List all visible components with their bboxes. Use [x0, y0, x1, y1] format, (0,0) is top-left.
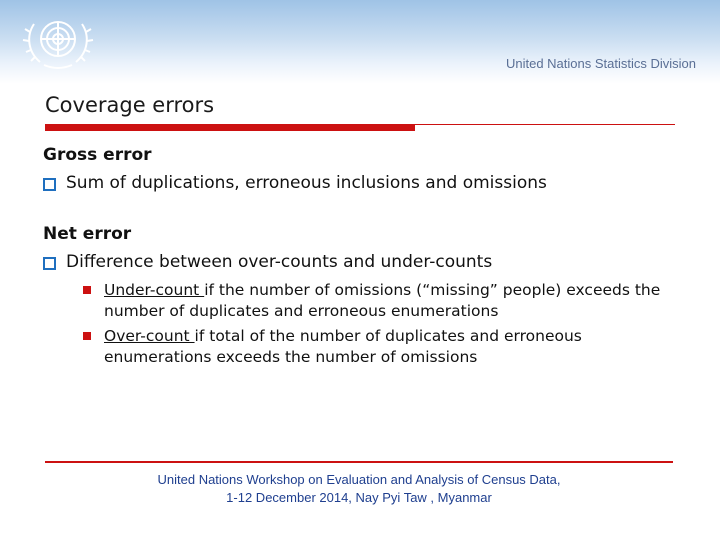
gross-error-text: Sum of duplications, erroneous inclusions and omissions: [66, 173, 547, 193]
gross-error-bullet: [43, 171, 683, 195]
header-band: [0, 0, 720, 84]
sub-item-text: [104, 326, 683, 368]
list-item: [83, 326, 683, 368]
net-error-text: Difference between over-counts and under-counts: [66, 252, 493, 272]
net-error-heading: Net error: [43, 224, 132, 244]
sub-item-text: [104, 280, 683, 322]
footer-line-1: United Nations Workshop on Evaluation and Analysis of Census Data,: [157, 472, 561, 487]
title-underline-bar: [45, 124, 415, 131]
slide-content: [43, 143, 683, 372]
slide-title: Coverage errors: [45, 93, 215, 117]
division-name: United Nations Statistics Division: [505, 56, 696, 71]
gross-error-heading: Gross error: [43, 145, 152, 165]
over-count-term: Over-count: [104, 327, 195, 345]
square-bullet-icon: [83, 332, 91, 340]
footer: [45, 471, 673, 507]
checkbox-bullet-icon: [43, 178, 56, 191]
net-error-bullet: [43, 250, 683, 274]
over-count-text: if total of the number of duplicates and erroneous enumerations exceeds the number of omissions: [104, 327, 582, 366]
under-count-term: Under-count: [104, 281, 205, 299]
net-error-sublist: [83, 280, 683, 368]
square-bullet-icon: [83, 286, 91, 294]
list-item: [83, 280, 683, 322]
checkbox-bullet-icon: [43, 257, 56, 270]
un-emblem-icon: [18, 8, 98, 74]
under-count-text: if the number of omissions (“missing” people) exceeds the number of duplicates and erroneous enumerations: [104, 281, 661, 320]
footer-divider: [45, 461, 673, 463]
footer-line-2: 1-12 December 2014, Nay Pyi Taw , Myanmar: [226, 490, 492, 505]
